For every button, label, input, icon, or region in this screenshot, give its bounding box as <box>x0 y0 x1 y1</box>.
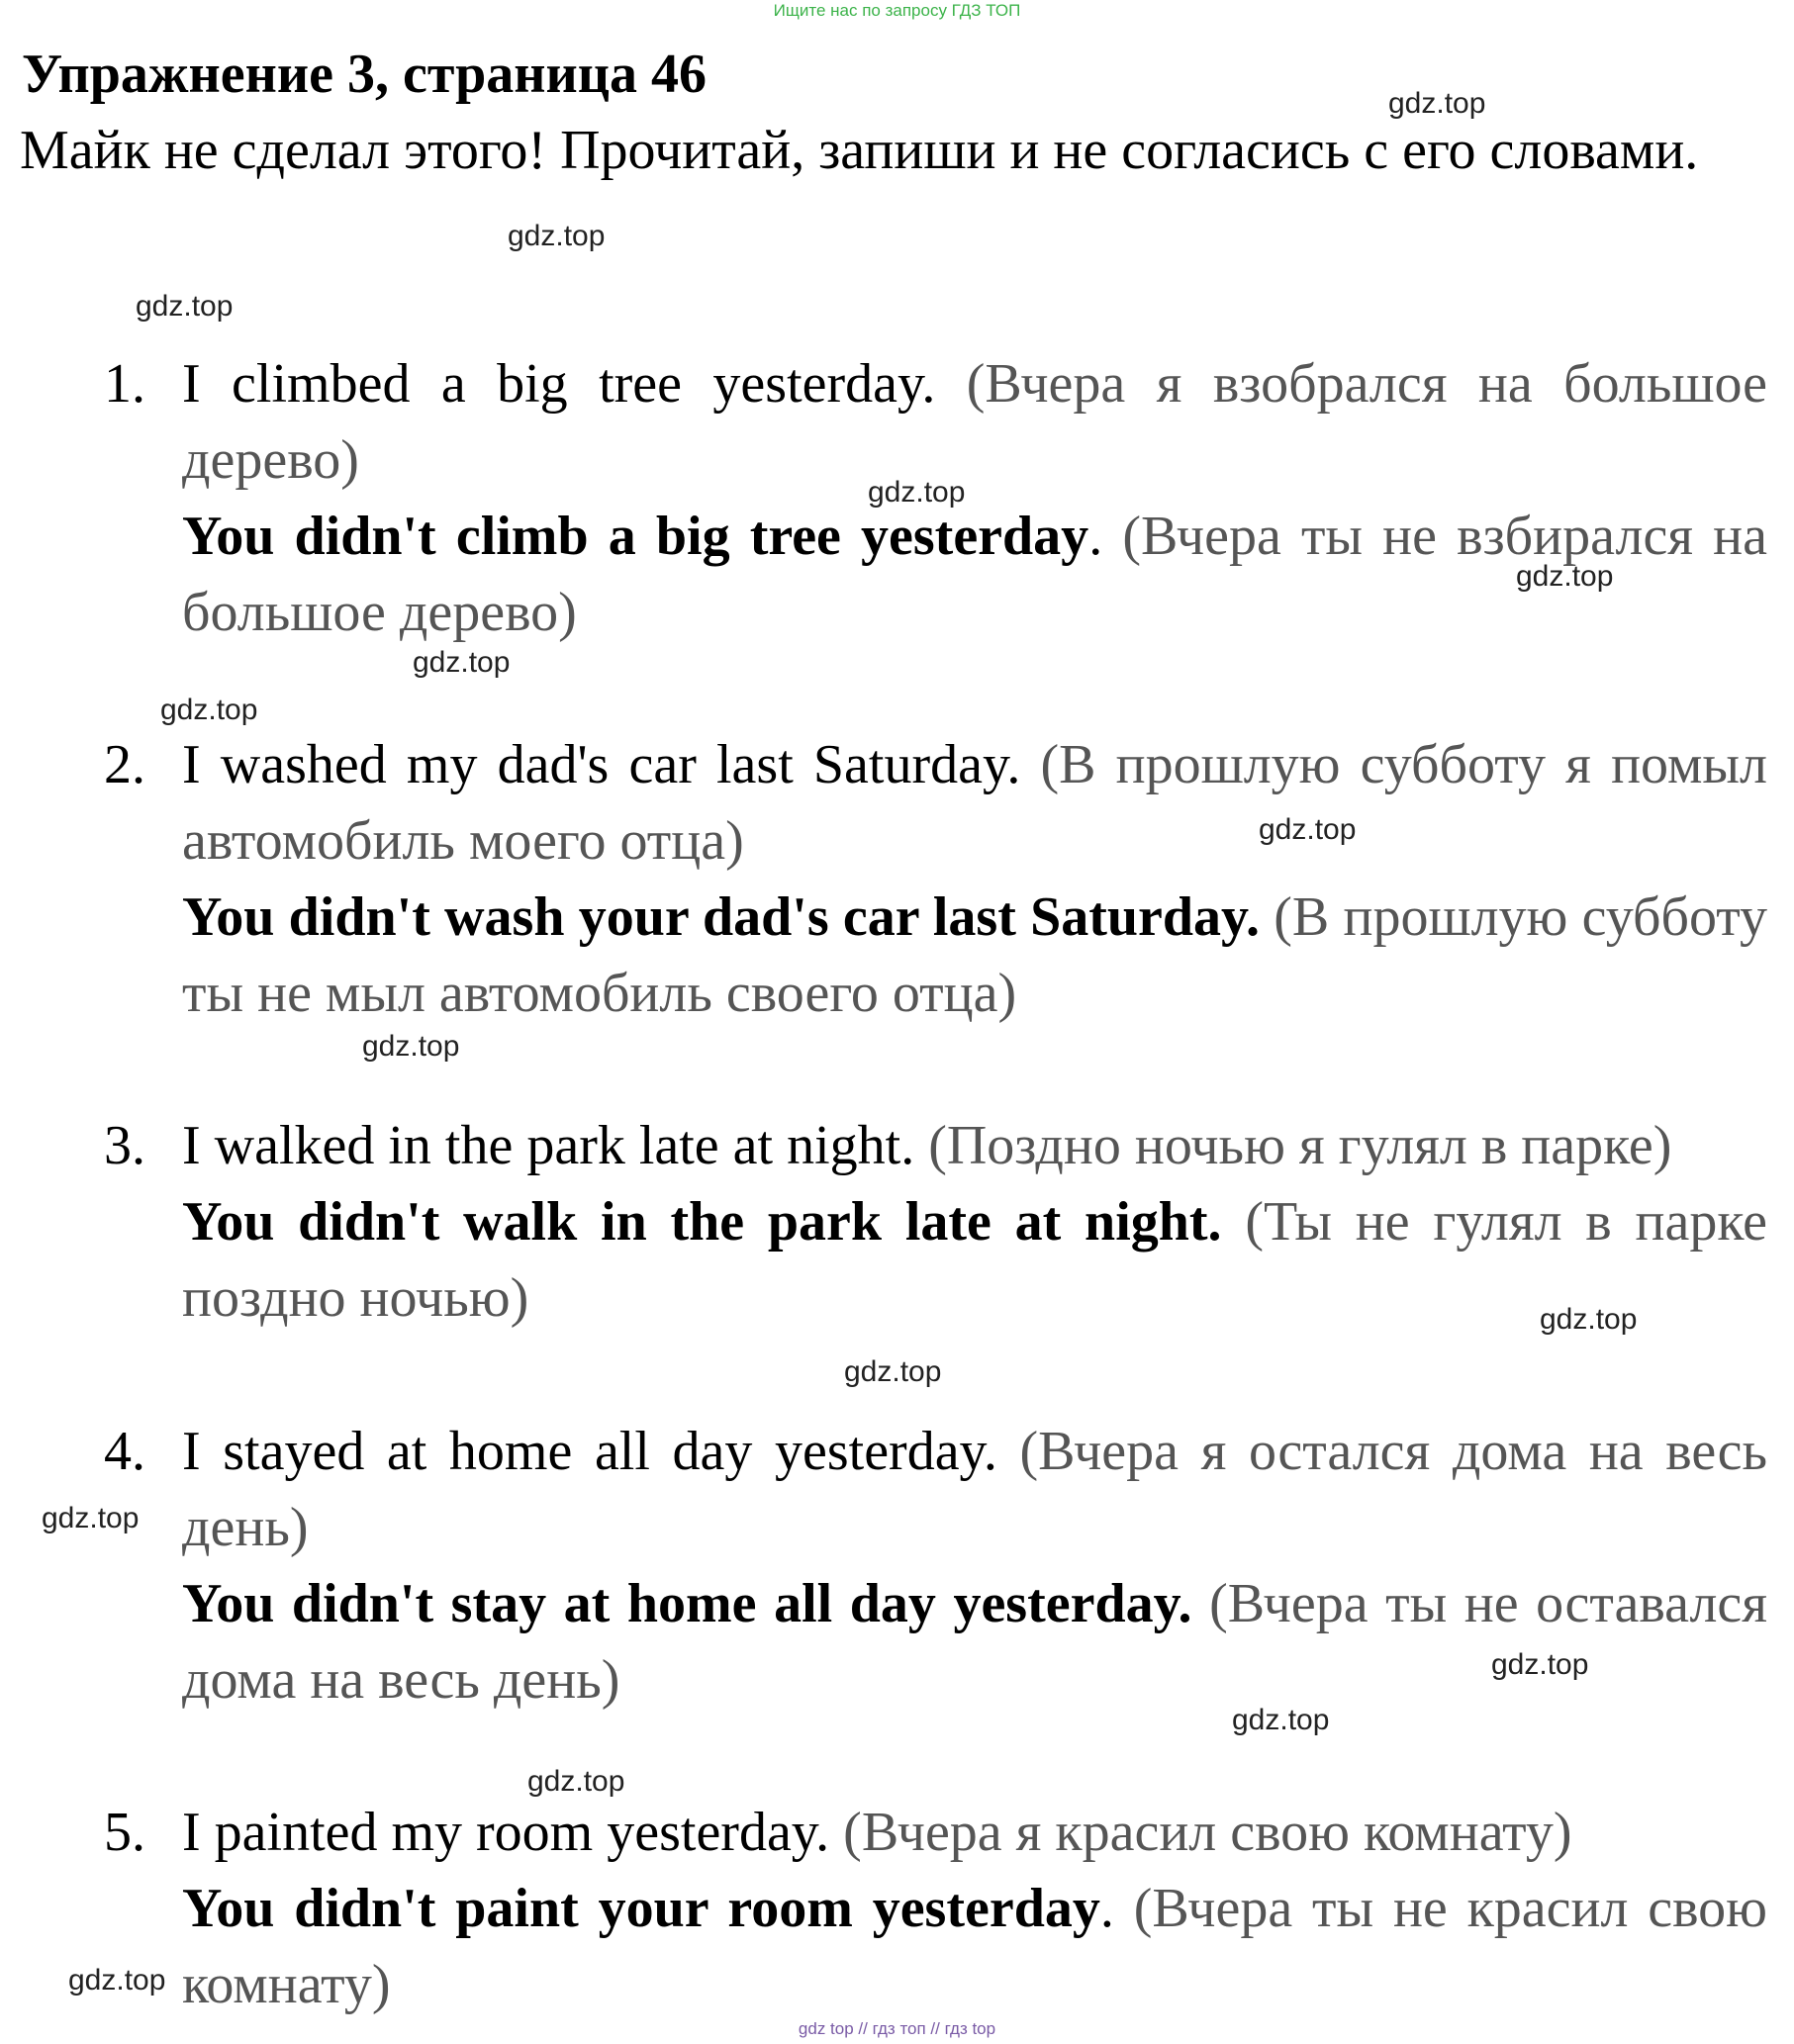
answer-text: You didn't climb a big tree yesterday <box>182 506 1089 567</box>
exercise-number: 2. <box>104 734 145 795</box>
statement-translation: (В прошлую субботу я помыл автомобиль моего отца) <box>182 734 1767 872</box>
watermark: gdz.top <box>1388 87 1486 120</box>
statement-translation: (Вчера я взобрался на большое дерево) <box>182 353 1768 491</box>
statement-text: I painted my room yesterday. <box>182 1802 830 1863</box>
answer-translation: (Вчера ты не взбирался на большое дерево) <box>182 506 1768 643</box>
top-banner: Ищите нас по запросу ГДЗ ТОП <box>773 1 1021 20</box>
exercise-answer <box>182 880 1767 1032</box>
watermark: gdz.top <box>1232 1704 1330 1736</box>
watermark: gdz.top <box>68 1964 166 1997</box>
statement-translation: (Вчера я остался дома на весь день) <box>182 1421 1768 1558</box>
watermark: gdz.top <box>527 1765 625 1798</box>
exercise-answer <box>182 1566 1767 1719</box>
statement-text: I walked in the park late at night. <box>182 1115 915 1176</box>
statement-translation: (Вчера я красил свою комнату) <box>843 1802 1572 1863</box>
answer-punctuation: . <box>1088 506 1103 567</box>
answer-text: You didn't stay at home all day yesterday. <box>182 1573 1192 1634</box>
watermark: gdz.top <box>1540 1303 1638 1336</box>
watermark: gdz.top <box>868 476 966 509</box>
footer-watermark: gdz top // гдз топ // гдз top <box>798 2019 996 2038</box>
answer-text: You didn't wash your dad's car last Saturday. <box>182 886 1260 948</box>
statement-text: I stayed at home all day yesterday. <box>182 1421 997 1482</box>
answer-translation: (Вчера ты не красил свою комнату) <box>182 1878 1768 2015</box>
answer-punctuation: . <box>1099 1878 1114 1939</box>
exercise-number: 3. <box>104 1115 145 1176</box>
statement-translation: (Поздно ночью я гулял в парке) <box>928 1115 1672 1176</box>
answer-translation: (В прошлую субботу ты не мыл автомобиль своего отца) <box>182 886 1768 1024</box>
watermark: gdz.top <box>844 1355 942 1388</box>
watermark: gdz.top <box>160 694 258 726</box>
page-title: Упражнение 3, страница 46 <box>22 44 708 105</box>
exercise-answer <box>182 1184 1767 1337</box>
answer-translation: (Ты не гулял в парке поздно ночью) <box>182 1191 1767 1329</box>
statement-text: I washed my dad's car last Saturday. <box>182 734 1021 795</box>
watermark: gdz.top <box>42 1502 140 1534</box>
watermark: gdz.top <box>413 646 511 679</box>
exercise-statement <box>182 727 1767 880</box>
answer-translation: (Вчера ты не оставался дома на весь день) <box>182 1573 1768 1711</box>
exercise-number: 5. <box>104 1802 145 1863</box>
watermark: gdz.top <box>136 290 234 323</box>
answer-text: You didn't walk in the park late at night. <box>182 1191 1222 1253</box>
exercise-statement <box>182 1795 1767 1871</box>
answer-text: You didn't paint your room yesterday <box>182 1878 1100 1939</box>
watermark: gdz.top <box>362 1030 460 1063</box>
statement-text: I climbed a big tree yesterday. <box>182 353 936 415</box>
task-instruction: Майк не сделал этого! Прочитай, запиши и не согласись с его словами. <box>20 120 1699 181</box>
watermark: gdz.top <box>508 220 606 252</box>
exercise-statement <box>182 1414 1767 1566</box>
exercise-statement <box>182 346 1767 499</box>
watermark: gdz.top <box>1491 1648 1589 1681</box>
exercise-statement <box>182 1108 1767 1184</box>
exercise-number: 1. <box>104 353 145 415</box>
watermark: gdz.top <box>1516 560 1614 593</box>
exercise-number: 4. <box>104 1421 145 1482</box>
watermark: gdz.top <box>1259 813 1357 846</box>
exercise-answer <box>182 1871 1767 2023</box>
